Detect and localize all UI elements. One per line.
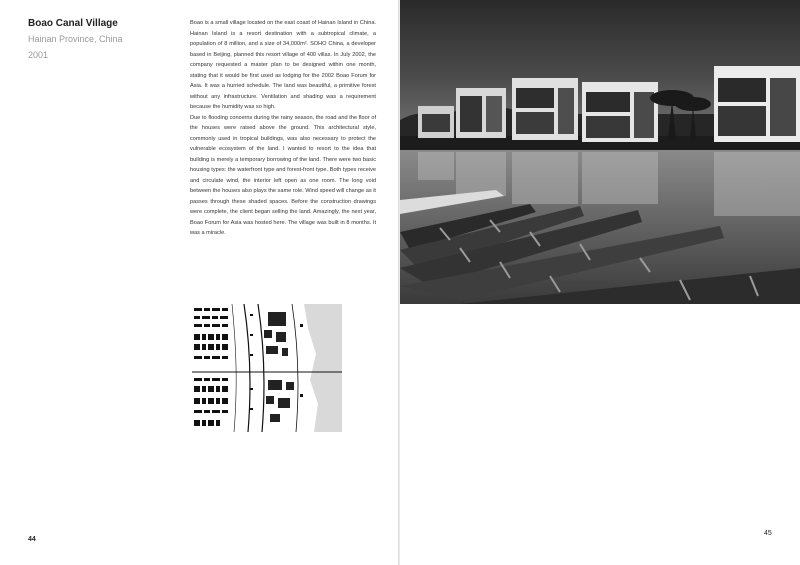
villa-5 [714,66,800,142]
villa-4 [582,82,658,142]
villa-1 [418,106,454,138]
site-plan-drawing [192,304,342,432]
left-page [0,0,398,565]
page-number-right: 45 [764,530,772,537]
project-location: Hainan Province, China [28,34,123,44]
project-title: Boao Canal Village [28,18,118,29]
page-number-left: 44 [28,536,36,543]
body-paragraph-1: Boao is a small village located on the east coast of Hainan Island in China. Hainan Island is a resort destination with a subtropical climate, a population of 8 million, and a size of 34,000m². SOHO China, a developer based in Beijing, planned this resort village of 400 villas. In July 2002, the company requested a master plan to be designed within one month, stating that it would be first used as lodging for the 2002 Boao Forum for Asia. It was a hurried schedule. The land was beautiful, a primitive forest without any infrastructure. Ventilation and shading was a requirement because the humidity was so high. [190,20,376,110]
project-year: 2001 [28,50,49,60]
body-text [190,18,376,239]
canal-village-photo [400,0,800,304]
villa-3 [512,78,578,140]
villa-2 [456,88,506,138]
body-paragraph-2: Due to flooding concerns during the rainy season, the road and the floor of the houses were raised above the ground. This architectural style, commonly used in tropical buildings, was also necessary to protect the vulnerable ecosystem of the land. I wanted to resort to the idea that building is merely a temporary borrowing of the land. There were two basic housing types: the waterfront type and forest-front type. Both types receive and circulate wind, the interior left open as one room. The long void between the houses also plays the same role. Wind speed will change as it passes through these shaded spaces. Before the construction drawings were complete, the client began selling the land. Amazingly, the next year, Boao Forum for Asia was hosted here. The village was built in 8 months. It was a miracle. [190,114,376,236]
